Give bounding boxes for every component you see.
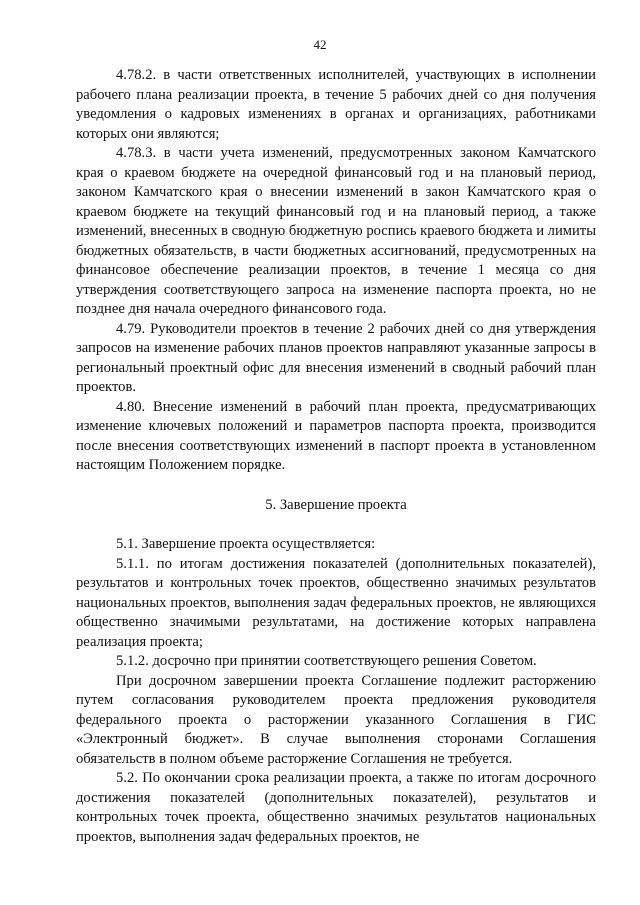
paragraph-early-termination: При досрочном завершении проекта Соглашение подлежит расторжению путем согласования руководителем проекта предложения руководителя федерального проекта о расторжении указанного Соглашения в ГИС «Электронный бюджет». В случае выполнения сторонами Соглашения обязательств в полном объеме расторжение Соглашения не требуется. bbox=[76, 672, 596, 767]
paragraph-5-1-1: 5.1.1. по итогам достижения показателей (дополнительных показателей), результатов и контрольных точек проектов, общественно значимых результатов национальных проектов, выполнения задач федеральных проектов, не являющихся общественно значимыми результатами, на достижение которых направлена реализация проекта; bbox=[76, 555, 596, 650]
page-number: 42 bbox=[313, 37, 327, 52]
paragraph-5-1: 5.1. Завершение проекта осуществляется: bbox=[116, 536, 376, 552]
section-heading: 5. Завершение проекта bbox=[265, 496, 407, 513]
paragraph-5-2: 5.2. По окончании срока реализации проекта, а также по итогам досрочного достижения показателей (дополнительных показателей), результатов и контрольных точек проекта, общественно значимых результатов национальных проектов, выполнения задач федеральных проектов, не bbox=[76, 770, 596, 845]
paragraph-4-79: 4.79. Руководители проектов в течение 2 рабочих дней со дня утверждения запросов на изменение рабочих планов проектов направляют указанные запросы в региональный проектный офис для внесения изменений в сводный рабочий план проектов. bbox=[76, 320, 596, 395]
paragraph-4-80: 4.80. Внесение изменений в рабочий план проекта, предусматривающих изменение ключевых положений и параметров паспорта проекта, производится после внесения соответствующих изменений в паспорт проекта в установленном настоящим Положением порядке. bbox=[76, 398, 596, 473]
paragraph-4-78-3: 4.78.3. в части учета изменений, предусмотренных законом Камчатского края о краевом бюджете на очередной финансовый год и на плановый период, законом Камчатского края о внесении изменений в закон Камчатского края о краевом бюджете на текущий финансовый год и на плановый период, а также изменений, внесенных в сводную бюджетную роспись краевого бюджета и лимиты бюджетных обязательств, в части бюджетных ассигнований, предусмотренных на финансовое обеспечение реализации проектов, в течение 1 месяца со дня утверждения соответствующего запроса на изменение паспорта проекта, но не позднее дня начала очередного финансового года. bbox=[76, 145, 596, 317]
document-body bbox=[76, 66, 596, 847]
paragraph-5-1-2: 5.1.2. досрочно при принятии соответствующего решения Советом. bbox=[116, 653, 537, 669]
paragraph-4-78-2: 4.78.2. в части ответственных исполнителей, участвующих в исполнении рабочего плана реализации проекта, в течение 5 рабочих дней со дня получения уведомления о кадровых изменениях в органах и организациях, работниками которых они являются; bbox=[76, 67, 596, 142]
